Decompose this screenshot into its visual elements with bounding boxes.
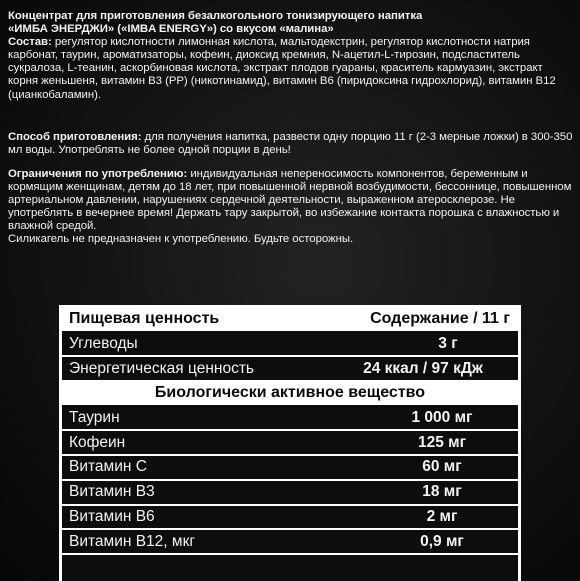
bio-name: Таурин [69,409,120,427]
bio-value: 2 мг [426,507,458,525]
carbs-name: Углеводы [69,335,138,353]
limits-text: индивидуальная непереносимость компонентов, беременным и кормящим женщинам, детям до 18 лет, при повышенной нервной возбудимости, бессоннице, повышенном артериальном давлении, нарушениях сердечной деятельности, выраженном атеросклерозе. Не употреблять в вечернее время! Держать тару закрытой, во избежание контакта порошка с влажностью и влажной средой. [8,168,572,233]
composition-text: регулятор кислотности лимонная кислота, мальтодекстрин, регулятор кислотности натрия карбонат, таурин, ароматизаторы, кофеин, диоксид кремния, N-ацетил-L-тирозин, подсластитель сукралоза, L-теанин, аскорбиновая кислота, экстракт плодов гуараны, краситель кармуазин, экстракт корня женьшеня, витамин B3 (PP) (никотинамид), витамин B6 (пиридоксина гидрохлорид), витамин B12 (цианкобаламин). [8,36,556,101]
carbs-value: 3 г [438,335,458,353]
energy-value: 24 ккал / 97 кДж [363,359,483,377]
limits-paragraph [8,168,574,233]
preparation-method [8,131,574,157]
method-label: Способ приготовления: [8,131,142,143]
bio-name: Витамин B3 [69,483,155,501]
table-row [62,407,518,432]
header-nutrition-label: Пищевая ценность [69,310,220,328]
silica-warning: Силикагель не предназначен к употреблению. Будьте осторожны. [8,233,354,246]
table-row [62,431,518,456]
header-content-label: Содержание / 11 г [370,310,510,328]
table-row [62,506,518,531]
bio-name: Витамин B6 [69,507,155,525]
bio-name: Витамин B12, мкг [69,532,196,550]
method-paragraph [8,131,574,157]
bio-name: Витамин C [69,458,147,476]
product-title-line2: «ИМБА ЭНЕРДЖИ» («IMBA ENERGY») со вкусом «малина» [8,23,334,36]
table-row [62,456,518,481]
product-description [8,10,574,102]
bio-value: 60 мг [422,458,462,476]
usage-restrictions [8,168,574,247]
bio-name: Кофеин [69,433,126,451]
product-title-line1: Концентрат для приготовления безалкогольного тонизирующего напитка [8,10,423,22]
bioactive-section-header [62,382,518,407]
table-row-energy [62,357,518,382]
table-header-row [62,308,518,333]
bio-value: 125 мг [417,433,467,451]
energy-name: Энергетическая ценность [69,359,254,377]
composition-label: Состав: [8,36,52,49]
bio-value: 18 мг [422,483,462,501]
table-row [62,530,518,555]
nutrition-table [59,305,521,581]
method-text: для получения напитка, развести одну порцию 11 г (2-3 мерные ложки) в 300-350 мл воды. Употреблять не более одной порции в день! [8,131,573,157]
table-row-carbs [62,333,518,358]
bio-value: 1 000 мг [411,409,473,427]
composition-paragraph [8,36,574,101]
table-row [62,481,518,506]
bio-value: 0,9 мг [420,532,464,550]
bioactive-section-title: Биологически активное вещество [154,384,426,402]
limits-label: Ограничения по употреблению: [8,168,188,180]
